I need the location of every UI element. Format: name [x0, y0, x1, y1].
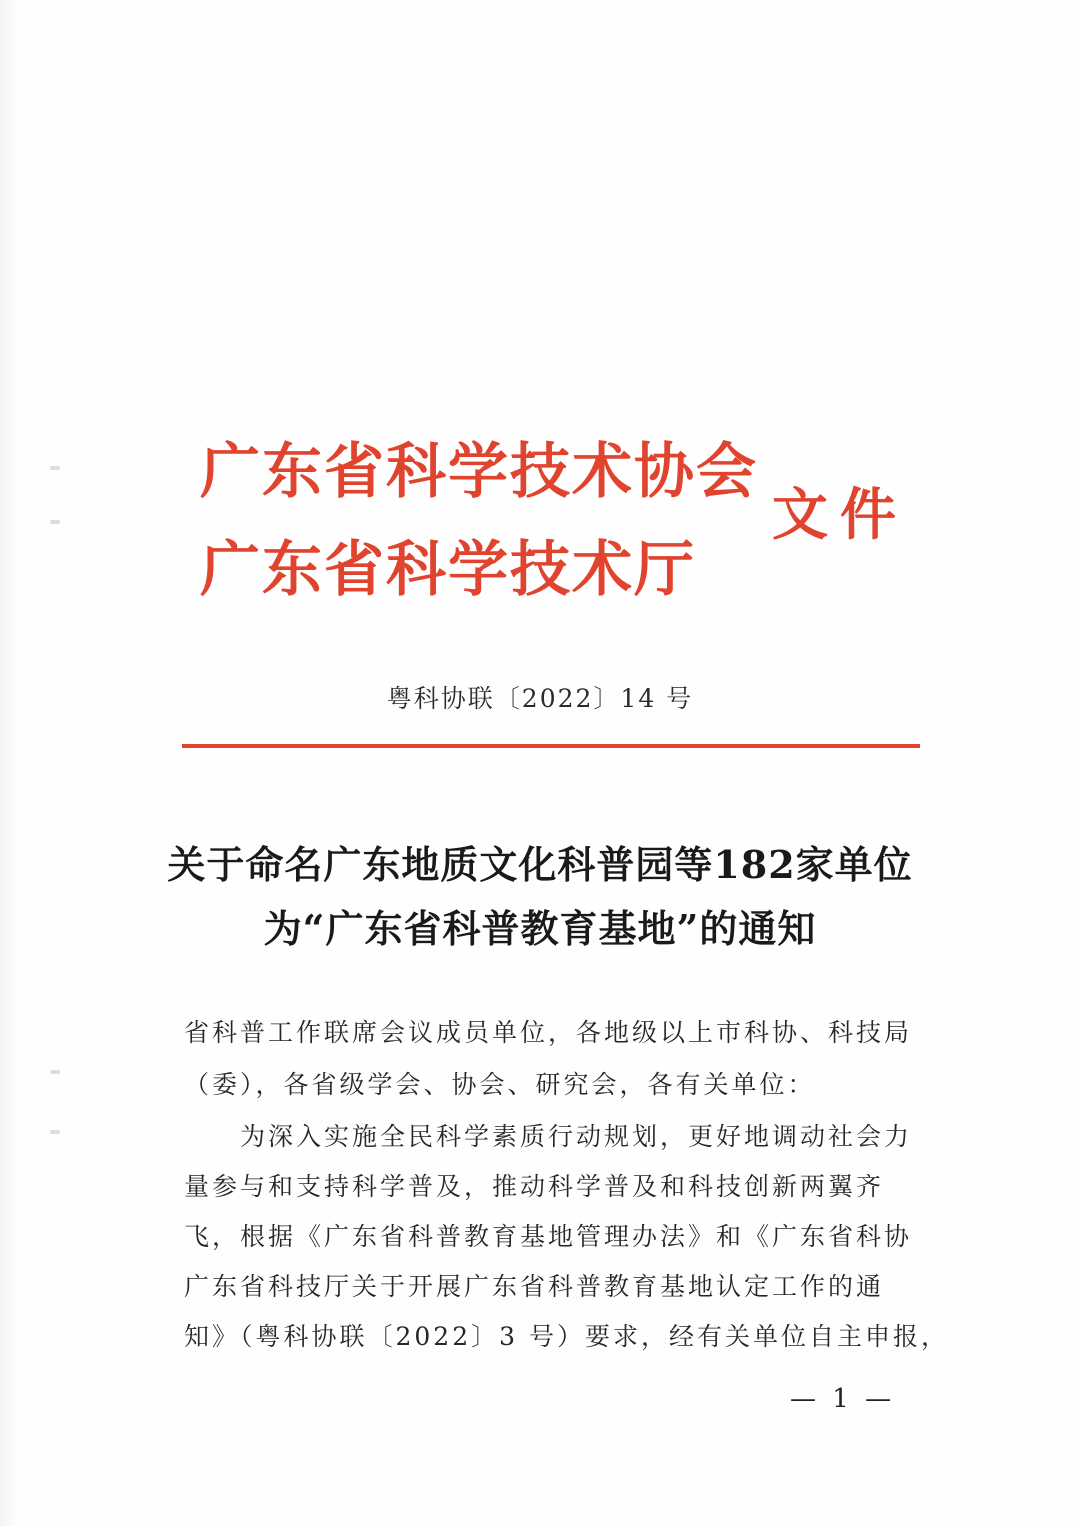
body-line: 知》（粤科协联〔2022〕3 号）要求，经有关单位自主申报，: [184, 1322, 949, 1351]
body-line: 飞，根据《广东省科普教育基地管理办法》和《广东省科协: [184, 1222, 913, 1251]
scan-mark: [50, 1130, 60, 1134]
document-suffix: 文件: [772, 483, 908, 548]
body-line: 广东省科技厅关于开展广东省科普教育基地认定工作的通: [184, 1272, 885, 1301]
document-title-line-2: 为“广东省科普教育基地”的通知: [263, 906, 817, 951]
scan-edge: [0, 0, 18, 1526]
body-line: 为深入实施全民科学素质行动规划，更好地调动社会力: [184, 1122, 913, 1151]
red-separator-rule: [182, 744, 920, 748]
page-number: — 1 —: [790, 1384, 896, 1414]
scan-mark: [50, 466, 60, 470]
issuer-science-association: 广东省科学技术协会: [200, 437, 758, 507]
scan-mark: [50, 520, 60, 524]
body-line: （委），各省级学会、协会、研究会，各有关单位：: [184, 1070, 816, 1099]
body-line: 量参与和支持科学普及，推动科学普及和科技创新两翼齐: [184, 1172, 885, 1201]
issuer-science-department: 广东省科学技术厅: [200, 535, 696, 605]
document-title-line-1: 关于命名广东地质文化科普园等182家单位: [167, 842, 913, 887]
document-number: 粤科协联〔2022〕14 号: [386, 684, 694, 713]
scan-mark: [50, 1070, 60, 1074]
body-line: 省科普工作联席会议成员单位，各地级以上市科协、科技局: [184, 1018, 913, 1047]
